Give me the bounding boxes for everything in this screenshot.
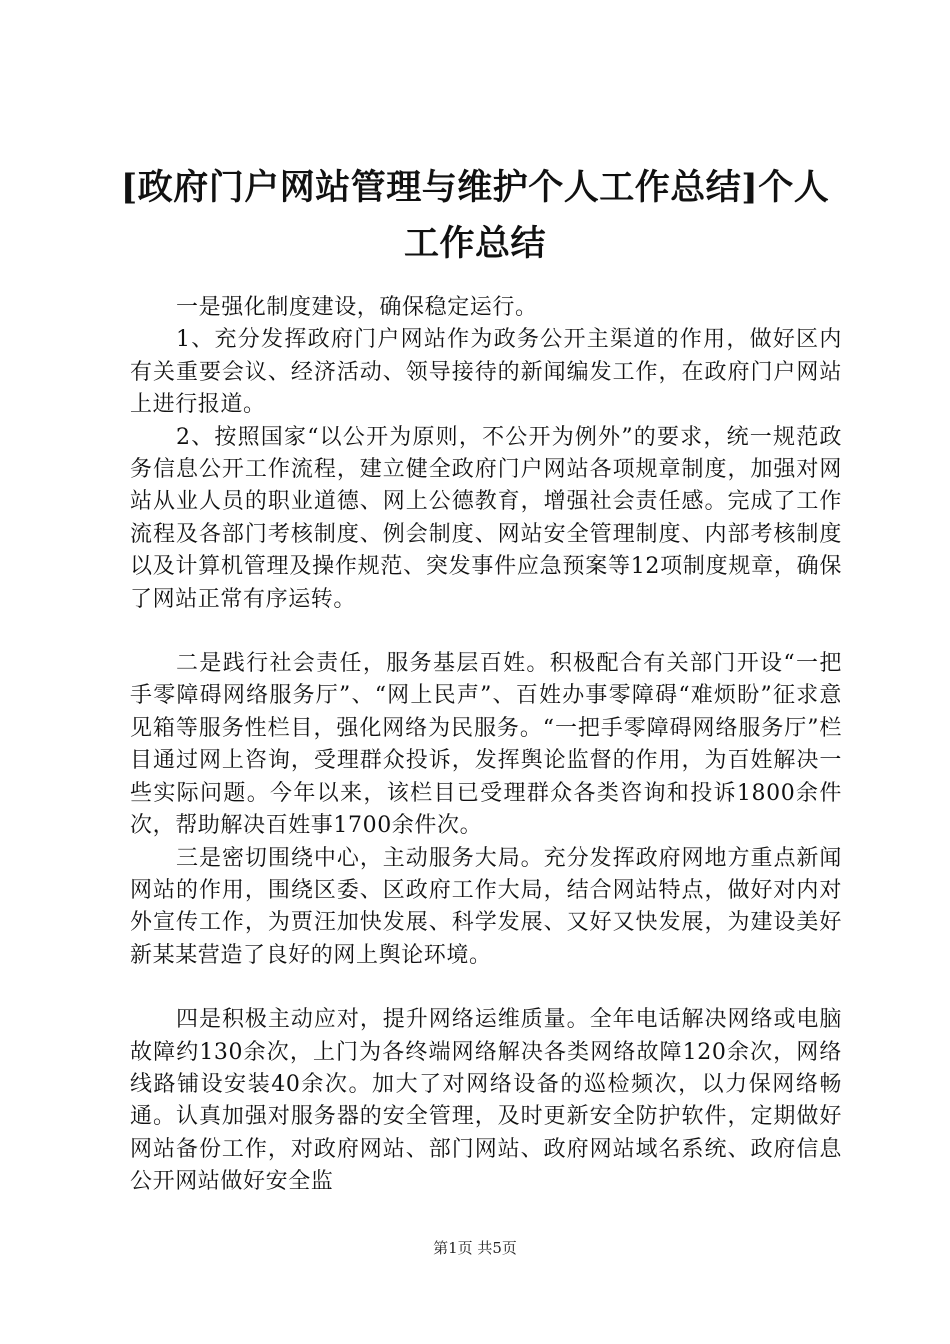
page-number-footer: 第1页 共5页 xyxy=(433,1239,517,1257)
paragraph-3: 2、按照国家“以公开为原则，不公开为例外”的要求，统一规范政务信息公开工作流程，建立健全政府门户网站各项规章制度，加强对网站从业人员的职业道德、网上公德教育，增强社会责任感。完成了工作流程及各部门考核制度、例会制度、网站安全管理制度、内部考核制度以及计算机管理及操作规范、突发事件应急预案等12项制度规章，确保了网站正常有序运转。 xyxy=(130,424,842,612)
paragraph-6: 四是积极主动应对，提升网络运维质量。全年电话解决网络或电脑故障约130余次，上门为各终端网络解决各类网络故障120余次，网络线路铺设安装40余次。加大了对网络设备的巡检频次，以力保网络畅通。认真加强对服务器的安全管理，及时更新安全防护软件，定期做好网站备份工作，对政府网站、部门网站、政府网站域名系统、政府信息公开网站做好安全监 xyxy=(130,1007,842,1195)
paragraph-1: 一是强化制度建设，确保稳定运行。 xyxy=(176,295,538,320)
paragraph-4: 二是践行社会责任，服务基层百姓。积极配合有关部门开设“一把手零障碍网络服务厅”、“网上民声”、百姓办事零障碍“难烦盼”征求意见箱等服务性栏目，强化网络为民服务。“一把手零障碍网络服务厅”栏目通过网上咨询，受理群众投诉，发挥舆论监督的作用，为百姓解决一些实际问题。今年以来，该栏目已受理群众各类咨询和投诉1800余件次，帮助解决百姓事1700余件次。 xyxy=(130,651,842,839)
document-title: [政府门户网站管理与维护个人工作总结]个人工作总结 xyxy=(120,167,830,264)
paragraph-2: 1、充分发挥政府门户网站作为政务公开主渠道的作用，做好区内有关重要会议、经济活动、领导接待的新闻编发工作，在政府门户网站上进行报道。 xyxy=(130,327,842,418)
document-body xyxy=(130,292,842,1199)
paragraph-5: 三是密切围绕中心，主动服务大局。充分发挥政府网地方重点新闻网站的作用，围绕区委、区政府工作大局，结合网站特点，做好对内对外宣传工作，为贾汪加快发展、科学发展、又好又快发展，为建设美好新某某营造了良好的网上舆论环境。 xyxy=(130,845,842,968)
